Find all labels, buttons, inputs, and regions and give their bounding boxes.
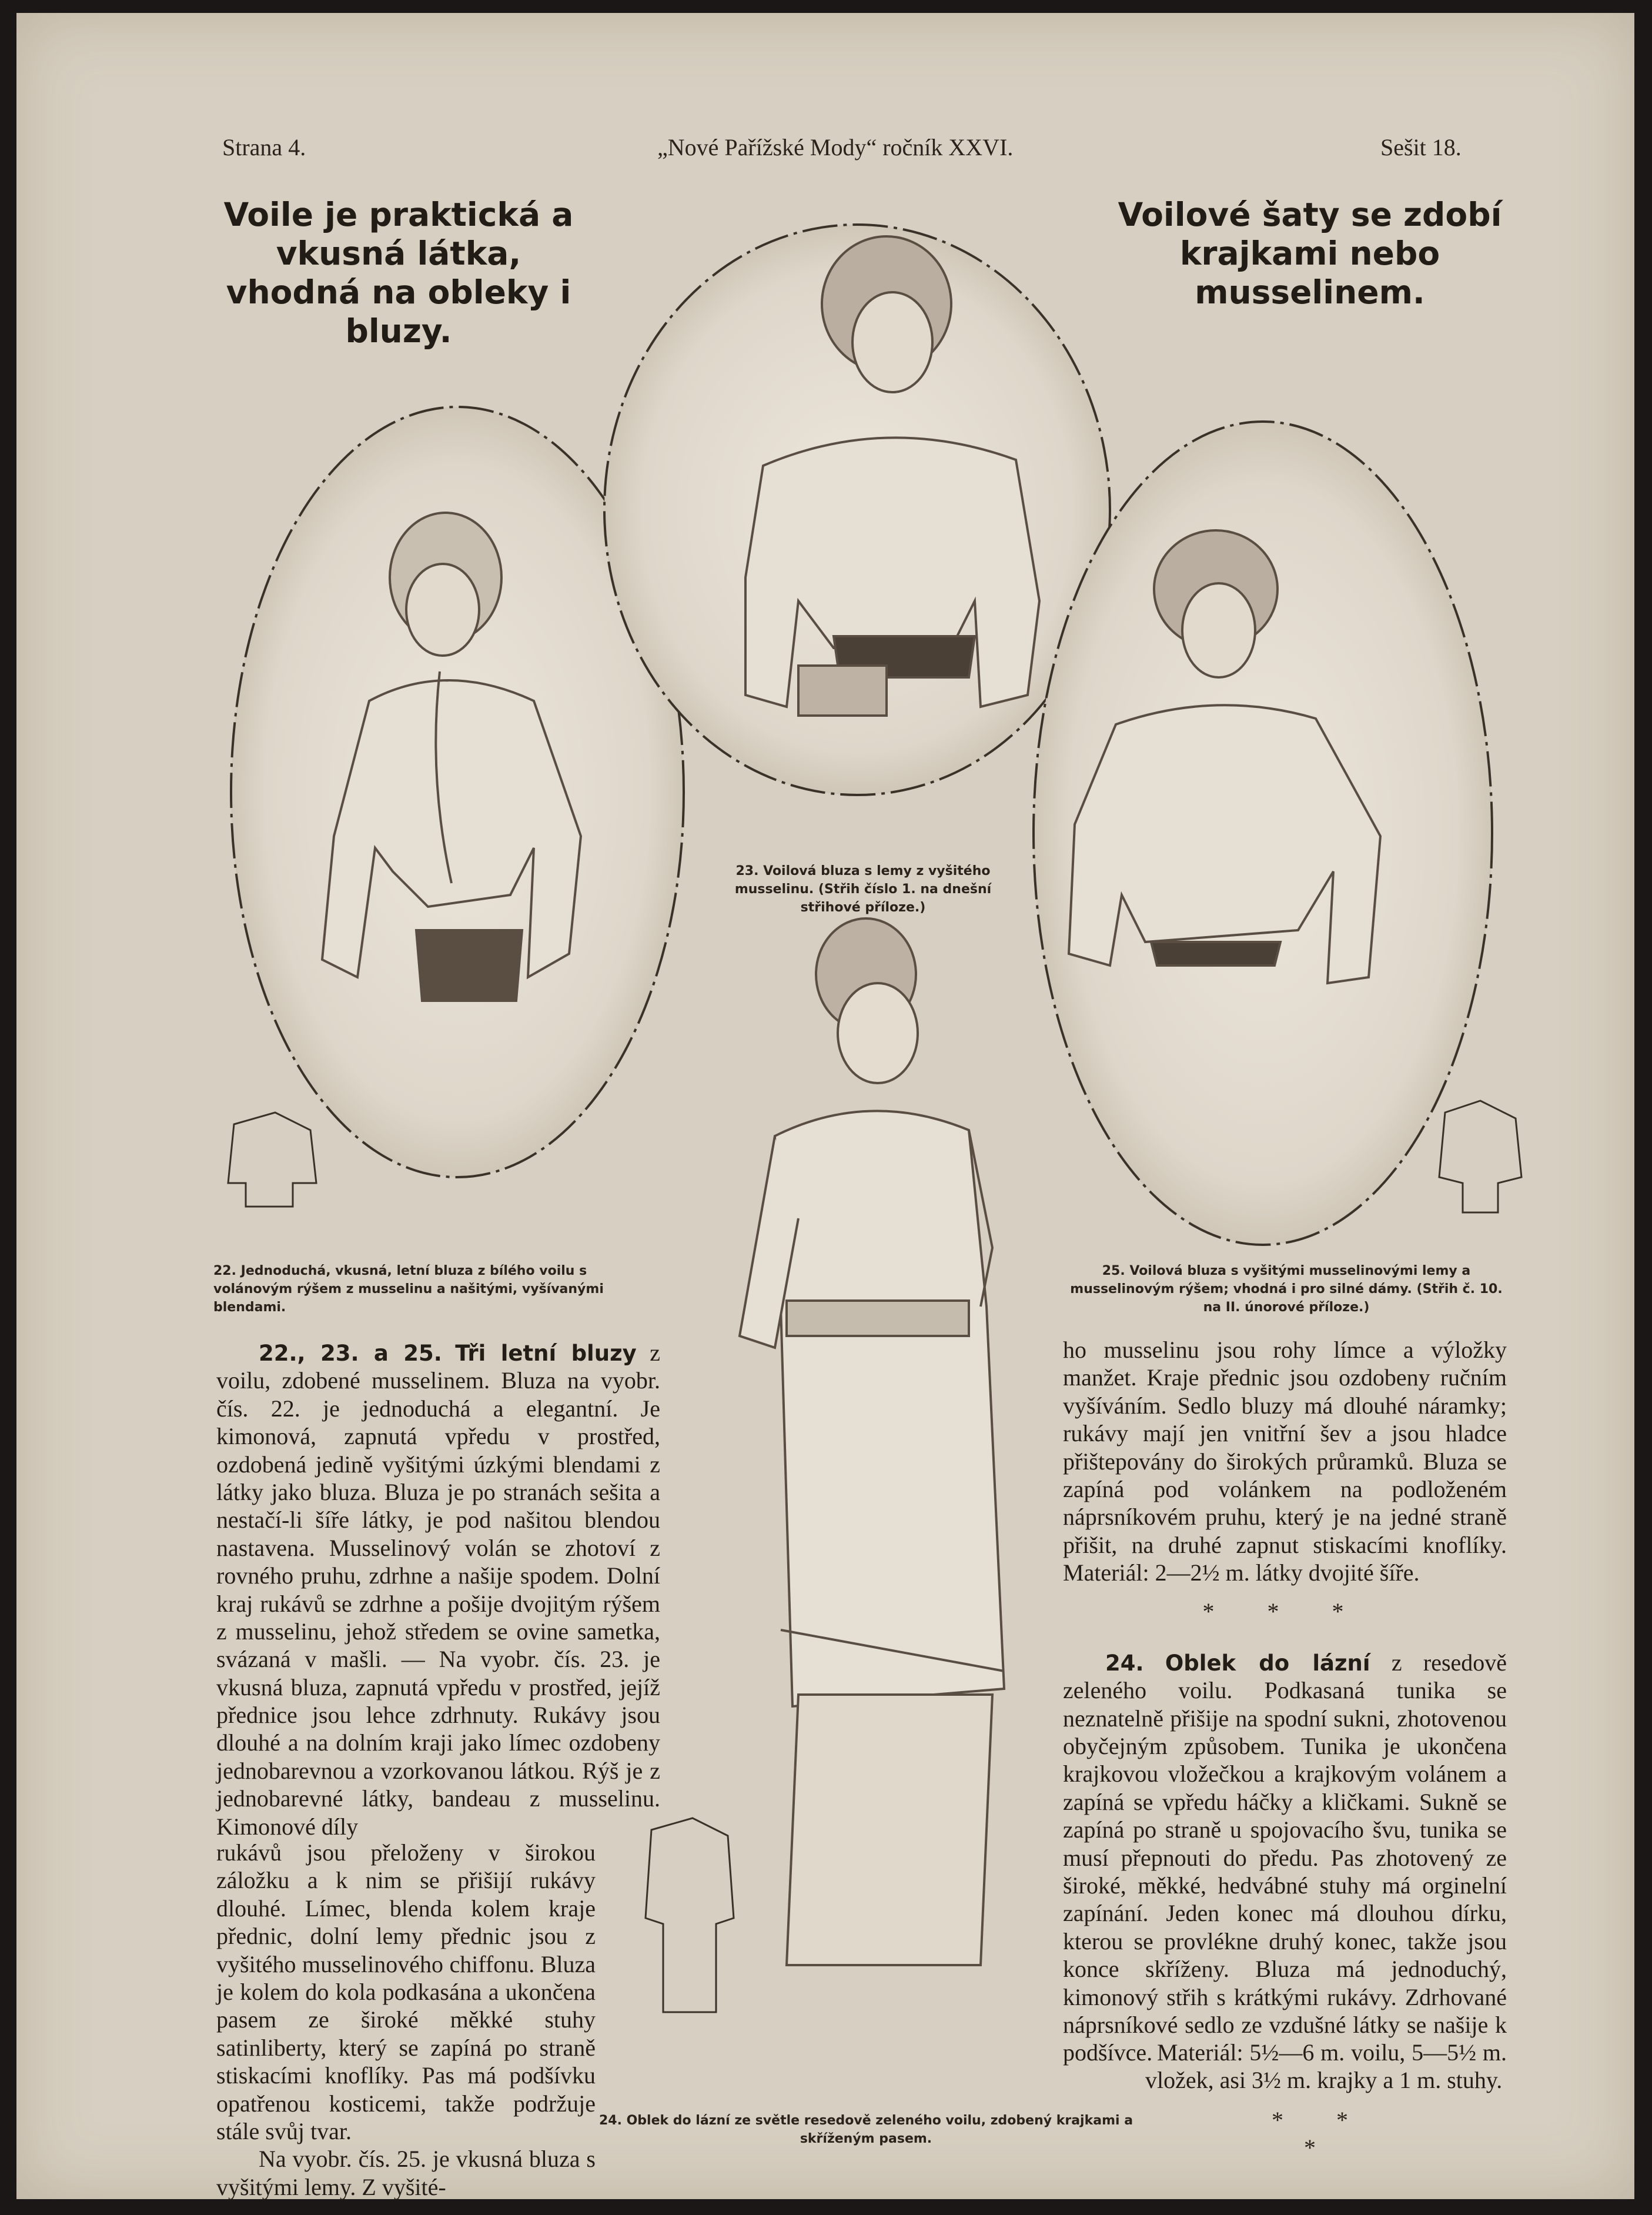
article-heading-title: Tři letní bluzy (455, 1341, 637, 1366)
magazine-page (16, 13, 1634, 2199)
article-right-text-c: Materiál: 5½—6 m. voilu, 5—5½ m. vložek, asi 3½ m. krajky a 1 m. stuhy. (1145, 2039, 1507, 2094)
figure-24-suit (740, 918, 1004, 1965)
headline-left: Voile je praktická a vkusná látka, vhodná na obleky i bluzy. (223, 196, 574, 350)
pattern-sketch-24 (646, 1818, 734, 2012)
section-divider: * * * (1202, 1598, 1367, 1625)
pattern-sketch-25 (1439, 1101, 1521, 1212)
headline-right: Voilové šaty se zdobí krajkami nebo musselinem. (1118, 196, 1502, 311)
magazine-title: „Nové Pařížské Mody“ ročník XXVI. (657, 134, 1014, 161)
article-text-a: z voilu, zdobené musselinem. Bluza na vyobr. čís. 22. je jednoduchá a elegantní. Je kimonová, zapnutá vpředu v prostřed, ozdobená jedině vyšitými úzkými blendami z látky jako bluza. Bluza je po stranách sešita a nestačí-li šíře látky, je pod našitou blendou nastavena. Musselinový volán se zhotoví z rovného pruhu, zdrhne a našije spodem. Dolní kraj rukávů se zdrhne a pošije dvojitým rýšem z musselinu, jehož středem se ovine sametka, svázaná v mašli. — Na vyobr. čís. 23. je vkusná bluza, zapnutá vpředu v prostřed, jejíž přednice jsou lehce zdrhnuty. Rukávy jsou dlouhé a na dolním kraji jako límec ozdobeny jednobarevnou a vzorkovanou látkou. Rýš je z jednobarevné látky, bandeau z musselinu. Kimonové díly (216, 1339, 660, 1840)
caption-25: 25. Voilová bluza s vyšitými musselinovými lemy a musselinovým rýšem; vhodná i pro silné dámy. (Střih č. 10. na II. únorové příloze.) (1070, 1264, 1503, 1315)
caption-23: 23. Voilová bluza s lemy z vyšitého musselinu. (Střih číslo 1. na dnešní střihové příloze.) (734, 864, 992, 915)
article-right-heading-title: Oblek do lázní (1165, 1650, 1370, 1676)
page-number: Strana 4. (222, 134, 306, 161)
pattern-sketch-22 (228, 1112, 316, 1207)
caption-24: 24. Oblek do lázní ze světle resedově zeleného voilu, zdobený krajkami a skříženým pasem. (598, 2113, 1133, 2146)
section-divider-end: * * * (1272, 2107, 1372, 2161)
article-text-c: Na vyobr. čís. 25. je vkusná bluza s vyšitými lemy. Z vyšité- (216, 2146, 596, 2200)
article-right-heading-num: 24. (1105, 1650, 1144, 1676)
article-left-column-lower (216, 1839, 596, 2201)
article-right-text-a: ho musselinu jsou rohy límce a výložky manžet. Kraje přednic jsou ozdobeny ručním vyšíváním. Sedlo bluzy má dlouhé náramky; rukávy mají jen vnitřní šev a jsou hladce přištepovány do širokých průramků. Bluza se zapíná pod volánkem na podloženém náprsníkovém pruhu, který je na jedné straně přišit, na druhé zapnut stiskacími knoflíky. Materiál: 2—2½ m. látky dvojité šíře. (1063, 1337, 1507, 1586)
article-heading-num: 22., 23. a 25. (259, 1341, 442, 1366)
issue-number: Sešit 18. (1380, 134, 1462, 161)
article-right-column (1063, 1336, 1507, 2067)
article-right-text-b: z resedově zeleného voilu. Podkasaná tunika se neznatelně přišije na spodní sukni, zhotovenou obyčejným způsobem. Tunika je ukončena krajkovou vložečkou a krajkovým volánem a zapíná se vpředu háčky a kličkami. Sukně se zapíná po straně u spojovacího švu, tunika se musí přepnouti do předu. Pas zhotovený ze široké, měkké, hedvábné stuhy má orginelní zapínání. Jeden konec má dlouhou dírku, kterou se provlékne druhý konec, takže jsou konce skříženy. Bluza má jednoduchý, kimonový střih s krátkými rukávy. Zdrhované náprsníkové sedlo ze vzdušné látky se našije k podšívce. (1063, 1649, 1507, 2066)
article-left-column (216, 1339, 660, 1840)
article-right-material (1145, 2039, 1507, 2094)
caption-22: 22. Jednoduchá, vkusná, letní bluza z bílého voilu s volánovým rýšem z musselinu a našitými, vyšívanými blendami. (213, 1264, 604, 1315)
article-text-b: rukávů jsou přeloženy v širokou záložku a k nim se přišijí rukávy dlouhé. Límec, blenda kolem kraje přednic, dolní lemy přednic jsou z vyšitého musselinového chiffonu. Bluza je kolem do kola podkasána a ukončena pasem ze široké měkké stuhy satinliberty, který se zapíná po straně stiskacími knoflíky. Pas má podšívku opatřenou kosticemi, takže podržuje stále svůj tvar. (216, 1839, 596, 2144)
